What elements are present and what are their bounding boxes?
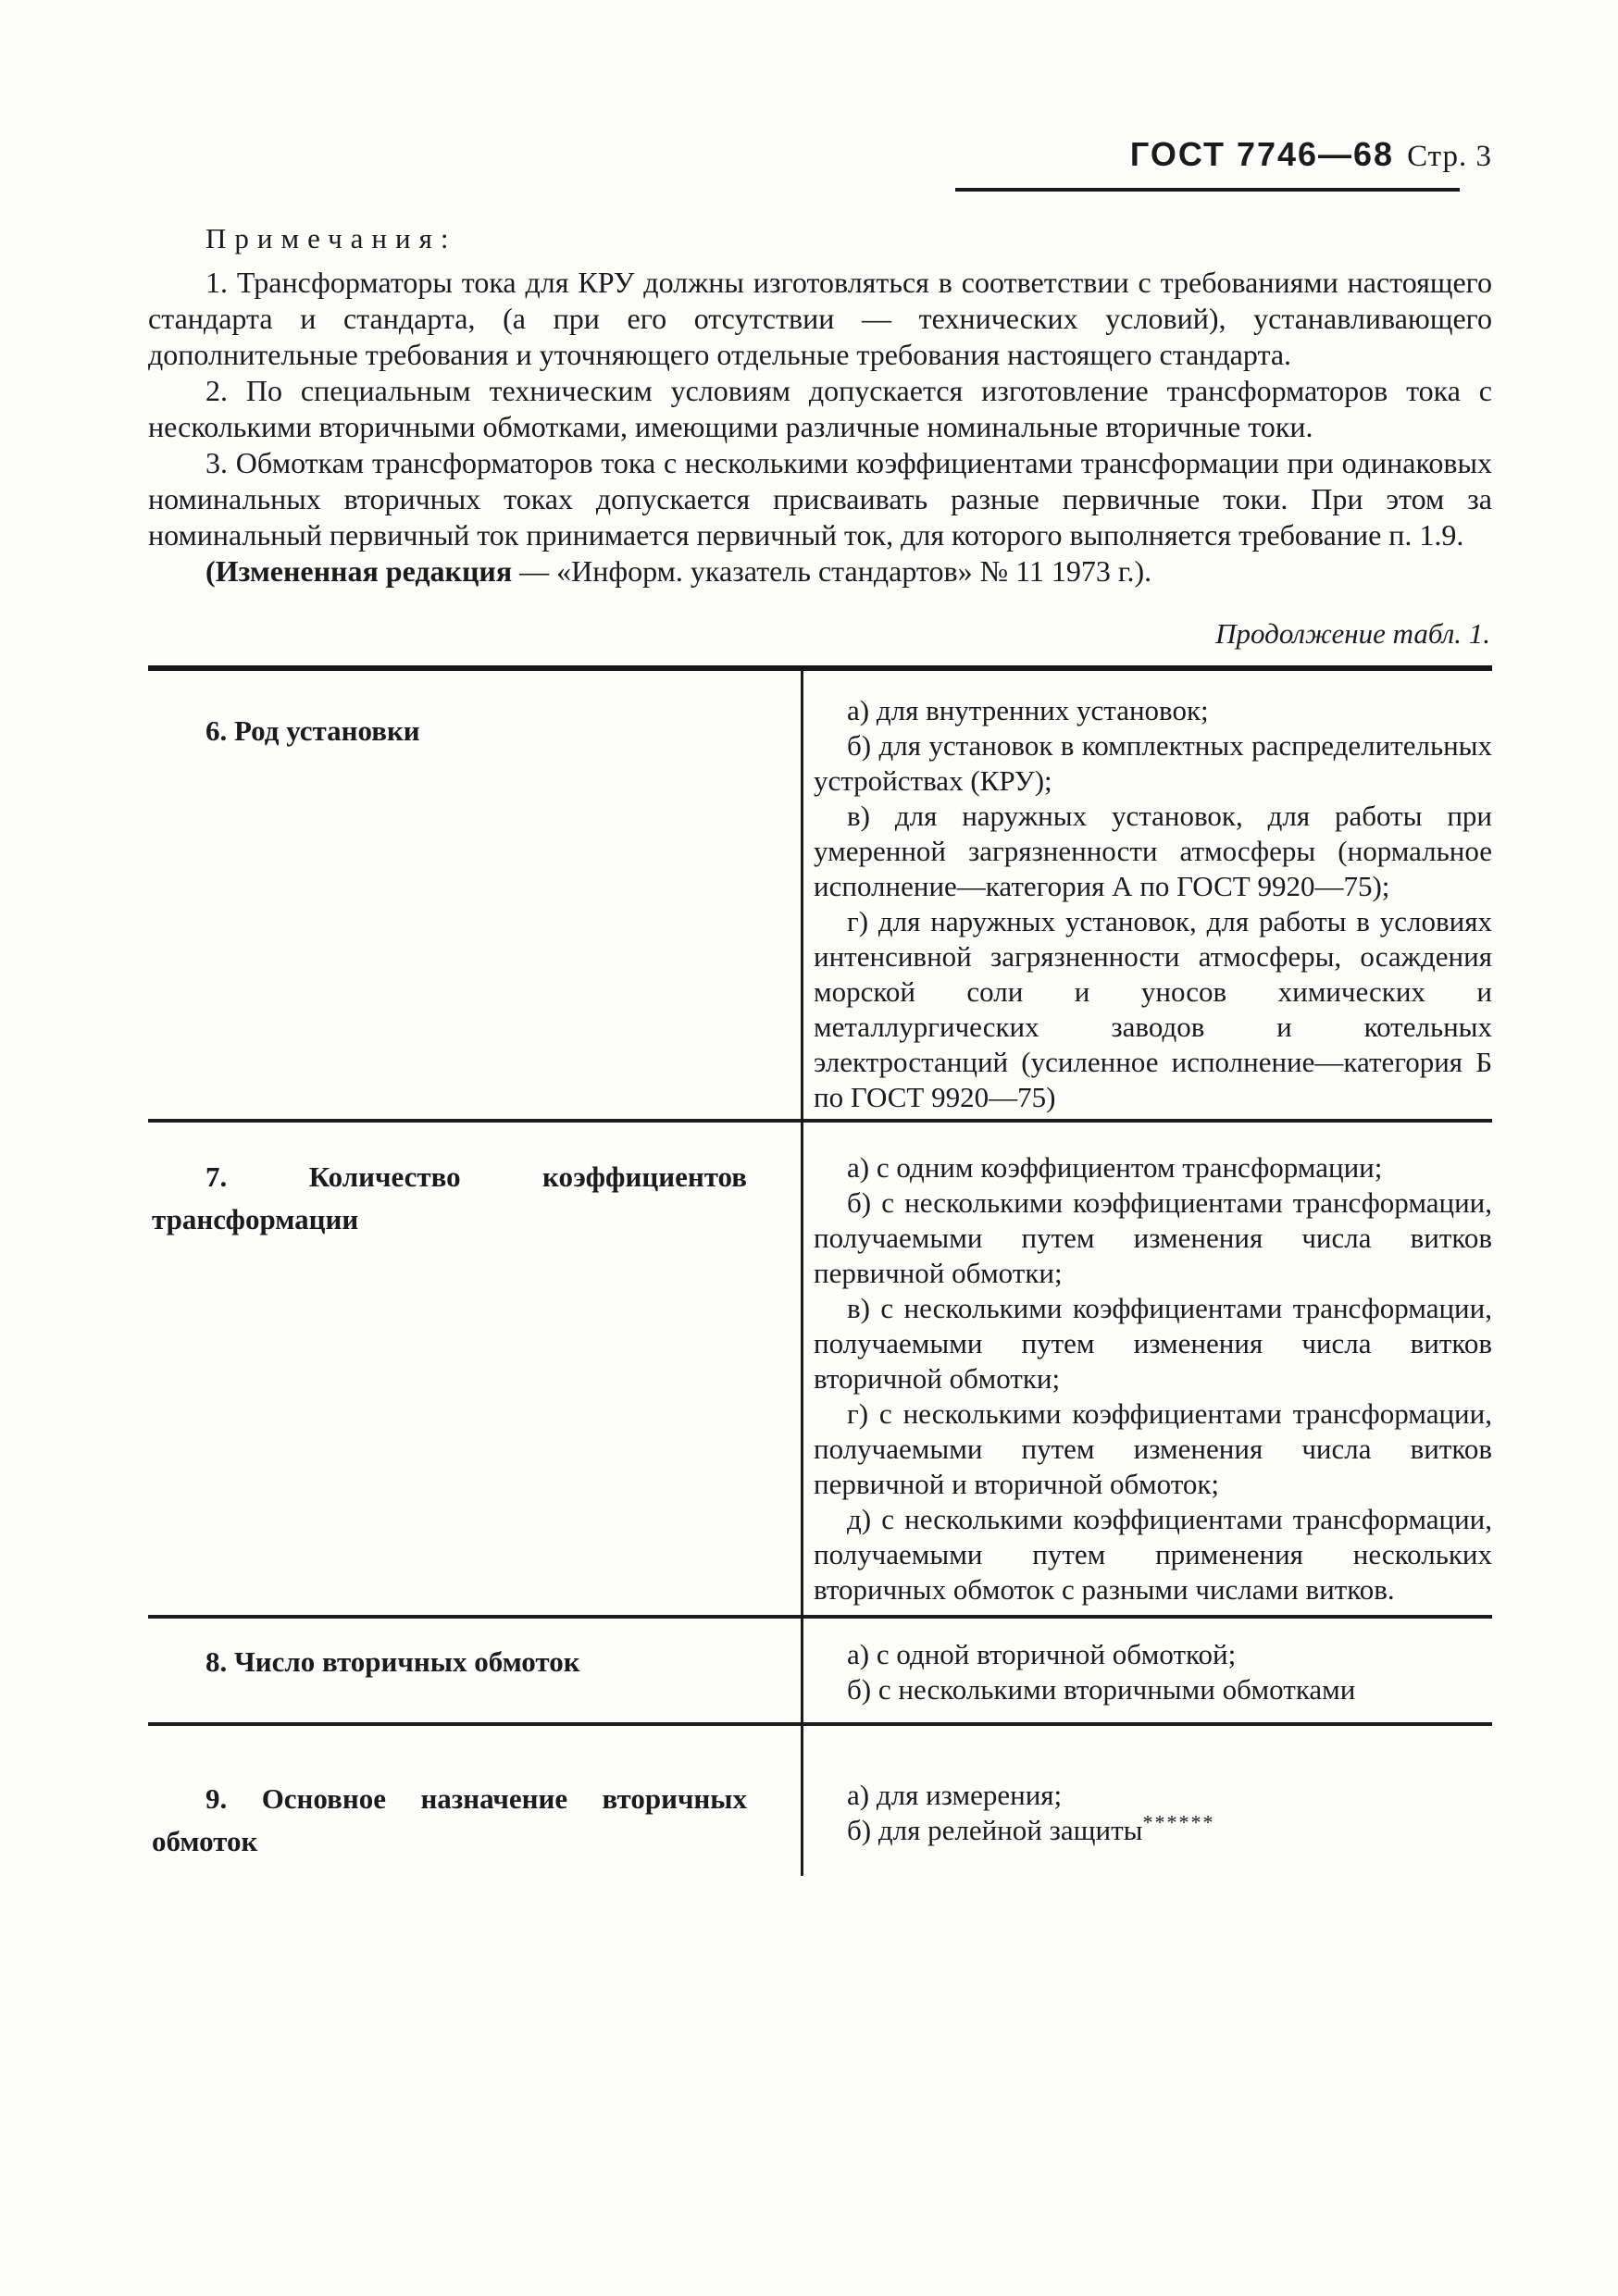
definition-item: г) для наружных установок, для работы в условиях интенсивной загрязненности атмосферы, осаждения морской соли и уносов химических и металлургических заводов и котельных электростанций (усиленное исполнение—категория Б по ГОСТ 9920—75) (814, 905, 1492, 1113)
amendment-note (148, 553, 1492, 590)
term-cell (148, 1726, 801, 1902)
table-row-8 (148, 1615, 1492, 1722)
term-cell (148, 1619, 801, 1722)
definition-cell (801, 1619, 1492, 1722)
table-continuation-label: Продолжение табл. 1. (1215, 617, 1490, 650)
definition-cell (801, 1123, 1492, 1615)
note-paragraph-2: 2. По специальным техническим условиям допускается изготовление трансформаторов тока с несколькими вторичными обмотками, имеющими различные номинальные вторичные токи. (148, 374, 1492, 443)
definition-item: в) для наружных установок, для работы при умеренной загрязненности атмосферы (нормальное исполнение—категория А по ГОСТ 9920—75); (814, 800, 1492, 902)
term-text: 9. Основное назначение вторичных обмоток (152, 1782, 747, 1857)
page-header (0, 135, 1492, 174)
term-text: 6. Род установки (205, 714, 420, 747)
page-body (148, 220, 1492, 1902)
notes-label: Примечания: (205, 222, 457, 254)
amendment-bold-text: (Измененная редакция (205, 554, 513, 588)
definition-cell (801, 1726, 1492, 1902)
definition-item: а) с одной вторичной обмоткой; (847, 1638, 1237, 1670)
classification-table (148, 665, 1492, 1902)
table-row-9 (148, 1722, 1492, 1902)
definition-item: б) для установок в комплектных распределительных устройствах (КРУ); (814, 729, 1492, 797)
definition-text: б) для релейной защиты (847, 1814, 1143, 1846)
definition-item: г) с несколькими коэффициентами трансформации, получаемыми путем изменения числа витков первичной и вторичной обмоток; (814, 1397, 1492, 1500)
definition-item: а) с одним коэффициентом трансформации; (847, 1151, 1383, 1184)
term-cell (148, 1123, 801, 1615)
note-paragraph-1: 1. Трансформаторы тока для КРУ должны изготовляться в соответствии с требованиями настоящего стандарта и стандарта, (а при его отсутствии — технических условий), устанавливающего дополнительные требования и уточняющего отдельные требования настоящего стандарта. (148, 266, 1492, 371)
definition-item: д) с несколькими коэффициентами трансформации, получаемыми путем применения нескольких вторичных обмоток с разными числами витков. (814, 1503, 1492, 1606)
column-divider (801, 671, 803, 1876)
footnote-asterisks: ****** (1142, 1810, 1215, 1834)
definition-item: а) для измерения; (847, 1779, 1063, 1811)
definition-item: б) с несколькими коэффициентами трансформации, получаемыми путем изменения числа витков первичной обмотки; (814, 1186, 1492, 1289)
amendment-rest-text: — «Информ. указатель стандартов» № 11 1973 г.). (512, 554, 1152, 588)
definition-cell (801, 671, 1492, 1119)
term-cell (148, 671, 801, 1119)
page-number: Стр. 3 (1407, 140, 1492, 173)
definition-item (814, 1810, 1492, 1848)
standard-number: ГОСТ 7746—68 (1129, 135, 1395, 173)
definition-item: а) для внутренних установок; (847, 694, 1209, 726)
table-row-6 (148, 671, 1492, 1119)
note-paragraph-3: 3. Обмоткам трансформаторов тока с несколькими коэффициентами трансформации при одинаковых номинальных вторичных токах допускается присваивать разные первичные токи. При этом за номинальный первичный ток принимается первичный ток, для которого выполняется требование п. 1.9. (148, 446, 1492, 552)
term-text: 7. Количество коэффициентов трансформации (152, 1160, 747, 1235)
term-text: 8. Число вторичных обмоток (205, 1645, 580, 1678)
definition-item: в) с несколькими коэффициентами трансформации, получаемыми путем изменения числа витков вторичной обмотки; (814, 1292, 1492, 1395)
header-rule (955, 188, 1460, 192)
definition-item: б) с несколькими вторичными обмотками (847, 1673, 1356, 1706)
table-row-7 (148, 1119, 1492, 1615)
